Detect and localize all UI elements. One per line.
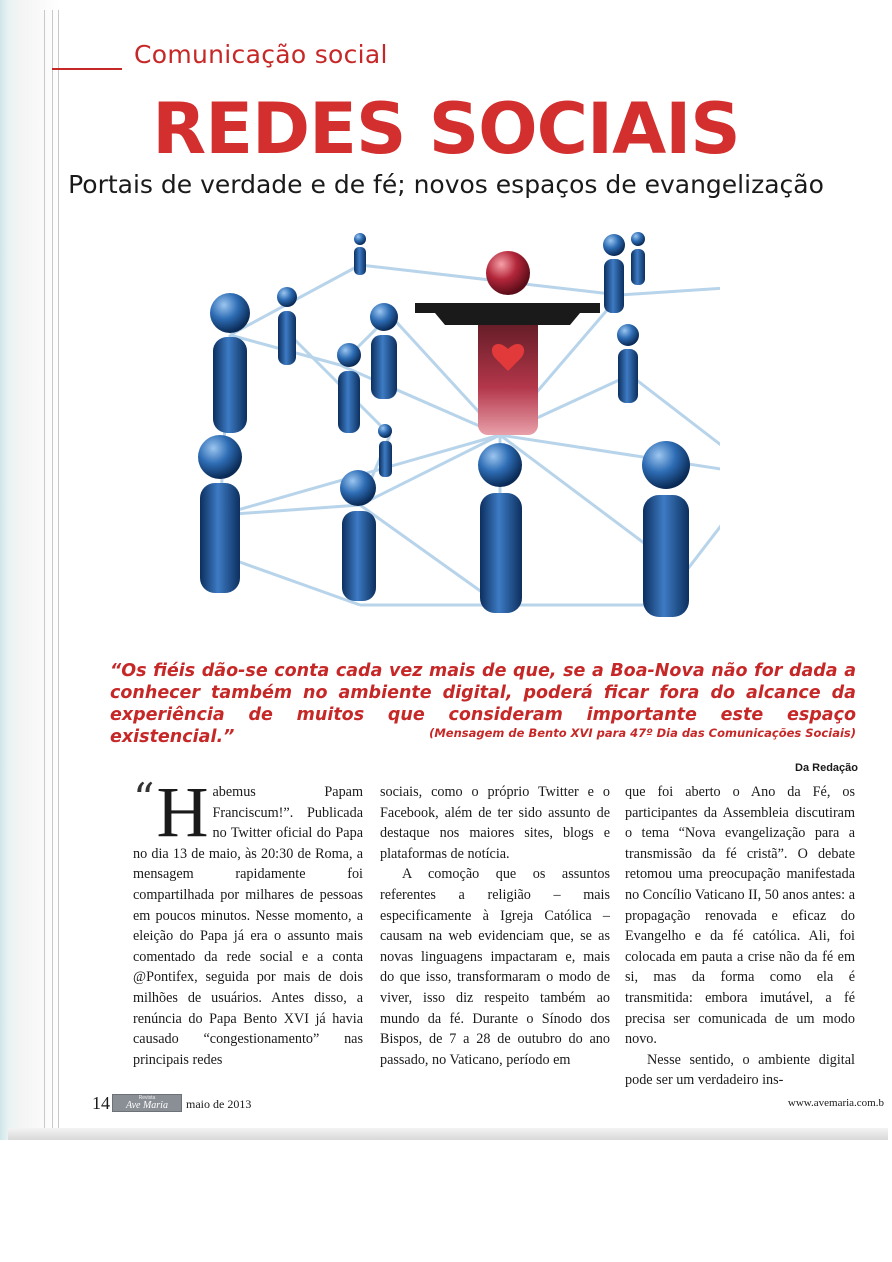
magazine-logo: [112, 1094, 182, 1112]
page-title: REDES SOCIAIS: [152, 88, 740, 170]
article-column-2: [380, 782, 610, 1070]
magazine-logo-small: Revista: [138, 1094, 156, 1101]
quote-source: (Mensagem de Bento XVI para 47º Dia das Comunicações Sociais): [429, 726, 856, 740]
article-paragraph: sociais, como o próprio Twitter e o Facebook, além de ter sido assunto de destaque nos maiores sites, blogs e plataformas de notícia.: [380, 784, 610, 862]
article-paragraph: A comoção que os assuntos referentes a religião – mais especificamente à Igreja Católica – causam na web evidenciam que, se as novas linguagens impactaram e, mais do que isso, transformaram o modo de viver, isso diz respeito também ao mundo da fé. Durante o Sínodo dos Bispos, de 7 a 28 de outubro do ano passado, no Vaticano, período em: [380, 866, 610, 1068]
person-figure: [277, 287, 297, 365]
social-network-illustration: [160, 225, 720, 630]
person-figure: [337, 343, 361, 433]
center-figure: [415, 251, 600, 435]
section-rule: [52, 68, 122, 70]
website-url: www.avemaria.com.b: [787, 1097, 884, 1109]
article-paragraph: Nesse sentido, o ambiente digital pode ser um verdadeiro ins-: [625, 1051, 855, 1089]
page-number: 14: [92, 1093, 110, 1113]
page-bottom-edge: [8, 1128, 888, 1140]
person-figure: [210, 293, 250, 433]
person-figure: [198, 435, 242, 593]
dropcap-block: [133, 772, 209, 852]
issue-date: maio de 2013: [186, 1097, 252, 1111]
section-label: Comunicação social: [134, 40, 388, 69]
article-column-1: [133, 772, 363, 1070]
article-paragraph: que foi aberto o Ano da Fé, os participantes da Assembleia discutiram o tema “Nova evangelização para a transmissão da fé cristã”. O debate retomou uma preocupação manifestada no Concílio Vaticano II, 50 anos antes: a propagação renovada e eficaz do Evangelho e da fé católica. Ali, foi colocada em pauta a crise não da fé em si, mas da forma como ela é transmitida: embora imutável, a fé precisa ser comunicada de um modo novo.: [625, 784, 855, 1048]
person-figure: [642, 441, 690, 617]
byline: Da Redação: [795, 762, 858, 774]
person-figure: [603, 234, 625, 313]
article-text: abemus Papam Franciscum!”. Publicada no Twitter oficial do Papa no dia 13 de maio, às 20:30 de Roma, a mensagem rapidamente foi compartilhada por milhares de pessoas em poucos minutos. Nesse momento, a eleição do Papa já era o assunto mais comentado da rede social e a conta @Pontifex, seguida por mais de dois milhões de usuários. Antes disso, a renúncia do Papa Bento XVI já havia causado “congestionamento” nas principais redes: [133, 784, 363, 1068]
open-quote-mark: “: [133, 774, 155, 823]
article-column-3: [625, 782, 855, 1091]
person-figure: [631, 232, 645, 285]
person-figures: [198, 232, 720, 617]
page-subtitle: Portais de verdade e de fé; novos espaços de evangelização: [68, 170, 824, 199]
person-figure: [478, 443, 522, 613]
person-figure: [617, 324, 639, 403]
person-figure: [370, 303, 398, 399]
dropcap-letter: H: [156, 772, 209, 852]
article-paragraph: [133, 772, 363, 1070]
person-figure: [340, 470, 376, 601]
pull-quote: “Os fiéis dão-se conta cada vez mais de que, se a Boa-Nova não for dada a conhecer também no ambiente digital, poderá ficar fora do alcance da experiência de muitos que consideram importante este espaço existencial.”: [110, 661, 856, 747]
magazine-logo-name: Ave Maria: [126, 1099, 168, 1111]
person-figure: [354, 233, 366, 275]
person-figure: [378, 424, 392, 477]
